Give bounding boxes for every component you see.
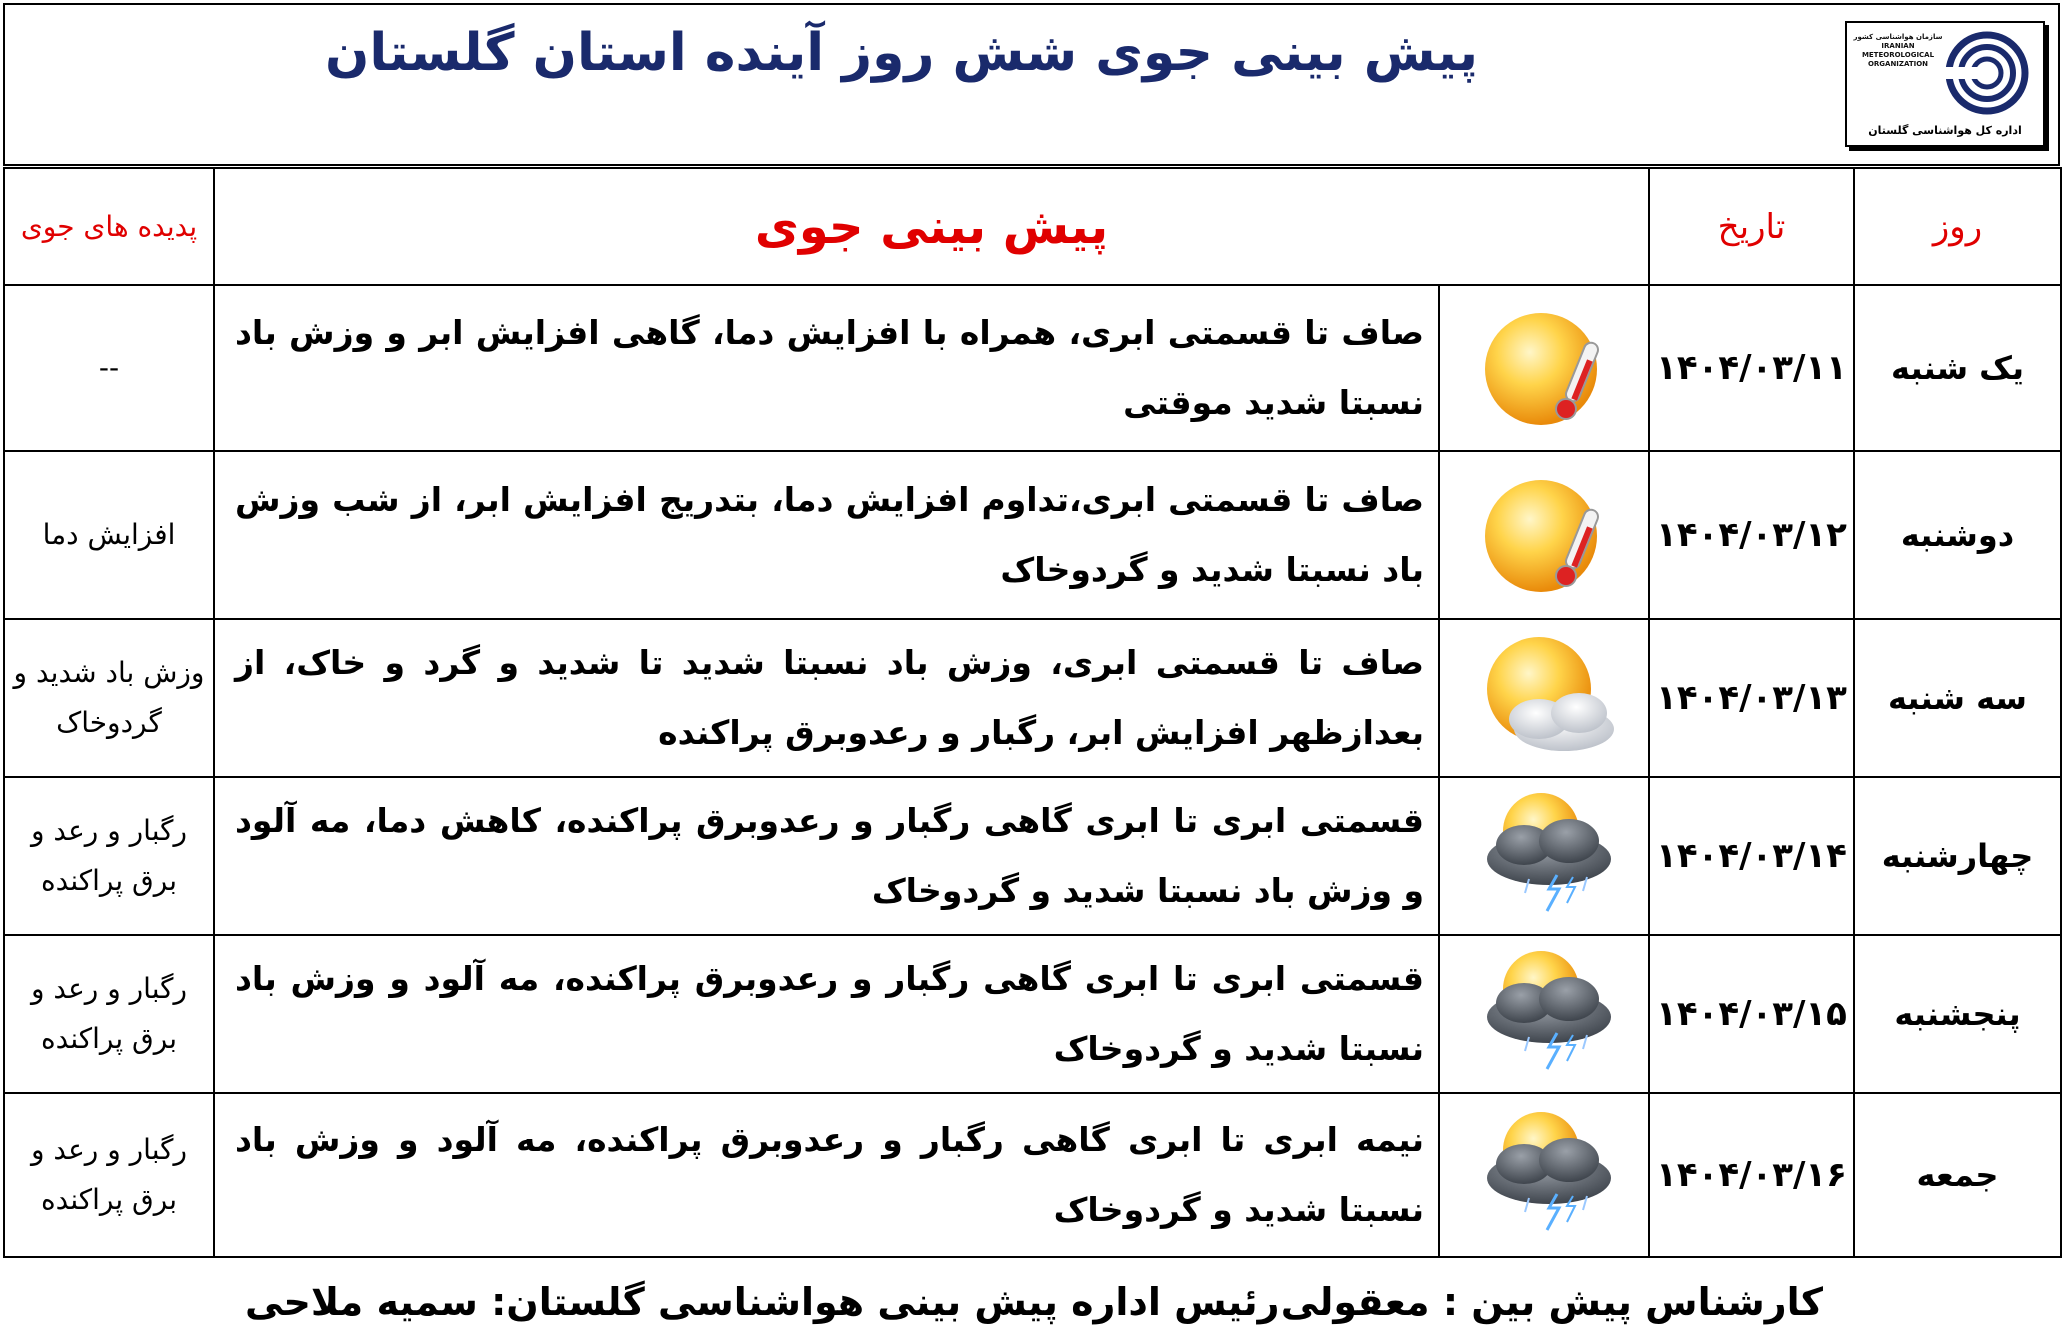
forecast-rows <box>4 285 2061 1257</box>
footer <box>0 1278 2063 1326</box>
table-row <box>4 777 2061 935</box>
date-cell: ۱۴۰۴/۰۳/۱۲ <box>1649 451 1854 619</box>
table-row <box>4 619 2061 777</box>
date-cell: ۱۴۰۴/۰۳/۱۴ <box>1649 777 1854 935</box>
page-title: پیش بینی جوی شش روز آینده استان گلستان <box>324 23 1479 83</box>
date-cell: ۱۴۰۴/۰۳/۱۵ <box>1649 935 1854 1093</box>
header-forecast: پیش بینی جوی <box>214 168 1649 285</box>
forecast-text: قسمتی ابری تا ابری گاهی رگبار و رعدوبرق پراکنده، مه آلود و وزش باد نسبتا شدید و گردوخاک <box>214 935 1439 1093</box>
organization-logo <box>1845 21 2045 147</box>
header-date: تاریخ <box>1649 168 1854 285</box>
day-cell: جمعه <box>1854 1093 2061 1257</box>
header-day: روز <box>1854 168 2061 285</box>
weather-icon-cell <box>1439 285 1649 451</box>
weather-icon-cell <box>1439 935 1649 1093</box>
header-phenomena: پدیده های جوی <box>4 168 214 285</box>
weather-icon-cell <box>1439 1093 1649 1257</box>
table-header-row <box>4 168 2061 285</box>
phenomena-cell: افزایش دما <box>4 451 214 619</box>
day-cell: دوشنبه <box>1854 451 2061 619</box>
sunny-hot-icon <box>1469 468 1619 598</box>
forecaster-credit: کارشناس پیش بین : معقولی <box>1280 1280 1823 1324</box>
weather-icon-cell <box>1439 777 1649 935</box>
header <box>3 3 2060 166</box>
phenomena-cell: -- <box>4 285 214 451</box>
phenomena-cell: وزش باد شدید و گردوخاک <box>4 619 214 777</box>
day-cell: یک شنبه <box>1854 285 2061 451</box>
partly-cloudy-icon <box>1469 631 1619 761</box>
table-row <box>4 935 2061 1093</box>
forecast-text: قسمتی ابری تا ابری گاهی رگبار و رعدوبرق پراکنده، کاهش دما، مه آلود و وزش باد نسبتا شدید و گردوخاک <box>214 777 1439 935</box>
day-cell: چهارشنبه <box>1854 777 2061 935</box>
weather-icon-cell <box>1439 451 1649 619</box>
sunny-hot-icon <box>1469 301 1619 431</box>
weather-icon-cell <box>1439 619 1649 777</box>
phenomena-cell: رگبار و رعد و برق پراکنده <box>4 1093 214 1257</box>
phenomena-cell: رگبار و رعد و برق پراکنده <box>4 935 214 1093</box>
date-cell: ۱۴۰۴/۰۳/۱۱ <box>1649 285 1854 451</box>
head-office-credit: رئیس اداره پیش بینی هواشناسی گلستان: سمیه ملاحی <box>245 1280 1280 1324</box>
thunderstorm-icon <box>1469 789 1619 919</box>
thunderstorm-icon <box>1469 1108 1619 1238</box>
logo-text: سازمان هواشناسی کشور IRANIAN METEOROLOGICAL ORGANIZATION <box>1853 33 1943 68</box>
forecast-text: نیمه ابری تا ابری گاهی رگبار و رعدوبرق پراکنده، مه آلود و وزش باد نسبتا شدید و گردوخاک <box>214 1093 1439 1257</box>
forecast-text: صاف تا قسمتی ابری، همراه با افزایش دما، گاهی افزایش ابر و وزش باد نسبتا شدید موقتی <box>214 285 1439 451</box>
thunderstorm-icon <box>1469 947 1619 1077</box>
logo-caption: اداره کل هواشناسی گلستان <box>1868 124 2022 137</box>
phenomena-cell: رگبار و رعد و برق پراکنده <box>4 777 214 935</box>
forecast-table <box>3 167 2062 1258</box>
day-cell: سه شنبه <box>1854 619 2061 777</box>
table-row <box>4 1093 2061 1257</box>
forecast-text: صاف تا قسمتی ابری،تداوم افزایش دما، بتدریج افزایش ابر، از شب وزش باد نسبتا شدید و گردوخاک <box>214 451 1439 619</box>
day-cell: پنجشنبه <box>1854 935 2061 1093</box>
table-row <box>4 451 2061 619</box>
date-cell: ۱۴۰۴/۰۳/۱۳ <box>1649 619 1854 777</box>
table-row <box>4 285 2061 451</box>
date-cell: ۱۴۰۴/۰۳/۱۶ <box>1649 1093 1854 1257</box>
forecast-text: صاف تا قسمتی ابری، وزش باد نسبتا شدید تا شدید و گرد و خاک، از بعدازظهر افزایش ابر، رگبار و رعدوبرق پراکنده <box>214 619 1439 777</box>
